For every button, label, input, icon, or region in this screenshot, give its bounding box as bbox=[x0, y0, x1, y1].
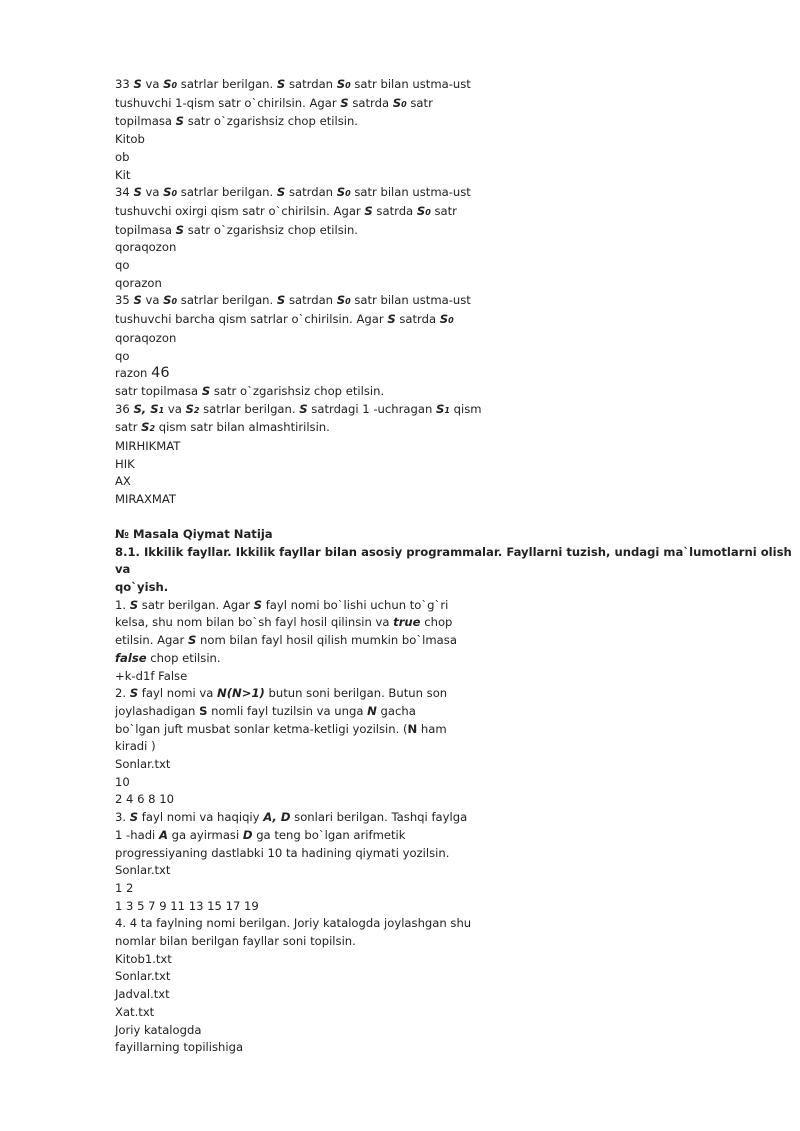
task-4-example: Sonlar.txt bbox=[115, 969, 171, 984]
problem-33-line-3: topilmasa S satr o`zgarishsiz chop etilsin. bbox=[115, 114, 358, 129]
problem-34-example: qorazon bbox=[115, 275, 162, 290]
problem-33-line-1: 33 S va S0 satrlar berilgan. S satrdan S0 satr bilan ustma-ust bbox=[115, 77, 471, 91]
task-2-line-4: kiradi ) bbox=[115, 739, 156, 754]
task-4-line-2: nomlar bilan berilgan fayllar soni topilsin. bbox=[115, 934, 356, 949]
task-1-line-3: etilsin. Agar S nom bilan fayl hosil qilish mumkin bo`lmasa bbox=[115, 633, 457, 648]
problem-34-line-2: tushuvchi oxirgi qism satr o`chirilsin. Agar S satrda S0 satr bbox=[115, 203, 457, 218]
task-2-line-2: joylashadigan S nomli fayl tuzilsin va unga N gacha bbox=[115, 703, 416, 718]
table-header: № Masala Qiymat Natija bbox=[115, 526, 273, 541]
section-title: va bbox=[115, 562, 131, 577]
task-1-line-2: kelsa, shu nom bilan bo`sh fayl hosil qilinsin va true chop bbox=[115, 615, 453, 630]
task-4-example: Xat.txt bbox=[115, 1004, 155, 1019]
problem-33-example: ob bbox=[115, 149, 130, 164]
problem-34-example: qo bbox=[115, 258, 130, 273]
task-2-example: Sonlar.txt bbox=[115, 757, 171, 772]
task-2-line-1: 2. S fayl nomi va N(N>1) butun soni berilgan. Butun son bbox=[115, 686, 448, 701]
task-1-line-4: false chop etilsin. bbox=[115, 650, 221, 665]
problem-34-line-1: 34 S va S0 satrlar berilgan. S satrdan S0 satr bilan ustma-ust bbox=[115, 185, 471, 200]
task-1-example: +k-d1f False bbox=[115, 668, 188, 683]
page-number: 46 bbox=[151, 365, 170, 382]
problem-36-example: MIRAXMAT bbox=[115, 492, 176, 507]
problem-36-example: MIRHIKMAT bbox=[115, 439, 181, 454]
task-2-line-3: bo`lgan juft musbat sonlar ketma-ketligi yozilsin. (N ham bbox=[115, 721, 447, 736]
task-4-example: fayillarning topilishiga bbox=[115, 1040, 244, 1055]
task-3-example: 1 3 5 7 9 11 13 15 17 19 bbox=[115, 898, 259, 913]
problem-35-example: qoraqozon bbox=[115, 330, 177, 345]
task-1-line-1: 1. S satr berilgan. Agar S fayl nomi bo`lishi uchun to`g`ri bbox=[115, 597, 449, 612]
problem-34-example: qoraqozon bbox=[115, 240, 177, 255]
problem-35-example: razon 46 bbox=[115, 365, 170, 382]
task-3-example: 1 2 bbox=[115, 880, 134, 895]
problem-35-example: qo bbox=[115, 348, 130, 363]
task-3-line-3: progressiyaning dastlabki 10 ta hadining qiymati yozilsin. bbox=[115, 845, 450, 860]
task-4-example: Kitob1.txt bbox=[115, 951, 172, 966]
problem-33-example: Kit bbox=[115, 167, 131, 182]
problem-35-line-3: satr topilmasa S satr o`zgarishsiz chop etilsin. bbox=[115, 383, 385, 398]
section-title: qo`yish. bbox=[115, 579, 169, 594]
problem-34-line-3: topilmasa S satr o`zgarishsiz chop etilsin. bbox=[115, 222, 358, 237]
problem-36-example: HIK bbox=[115, 456, 135, 471]
problem-36-line-1: 36 S, S1 va S2 satrlar berilgan. S satrdagi 1 -uchragan S1 qism bbox=[115, 401, 482, 416]
task-3-line-1: 3. S fayl nomi va haqiqiy A, D sonlari berilgan. Tashqi faylga bbox=[115, 810, 468, 825]
problem-35-line-2: tushuvchi barcha qism satrlar o`chirilsin. Agar S satrda S0 bbox=[115, 312, 454, 327]
section-title: 8.1. Ikkilik fayllar. Ikkilik fayllar bilan asosiy programmalar. Fayllarni tuzish, undagi ma`lumotlarni olish bbox=[115, 544, 792, 559]
task-4-line-1: 4. 4 ta faylning nomi berilgan. Joriy katalogda joylashgan shu bbox=[115, 916, 472, 931]
task-4-example: Joriy katalogda bbox=[115, 1022, 202, 1037]
problem-35-line-1: 35 S va S0 satrlar berilgan. S satrdan S0 satr bilan ustma-ust bbox=[115, 293, 471, 308]
problem-33-line-2: tushuvchi 1-qism satr o`chirilsin. Agar S satrda S0 satr bbox=[115, 95, 433, 110]
problem-36-example: AX bbox=[115, 474, 131, 489]
task-2-example: 10 bbox=[115, 774, 130, 789]
problem-33-example: Kitob bbox=[115, 132, 145, 147]
task-2-example: 2 4 6 8 10 bbox=[115, 792, 174, 807]
task-3-line-2: 1 -hadi A ga ayirmasi D ga teng bo`lgan arifmetik bbox=[115, 827, 406, 842]
problem-36-line-2: satr S2 qism satr bilan almashtirilsin. bbox=[115, 420, 330, 435]
task-4-example: Jadval.txt bbox=[115, 987, 170, 1002]
task-3-example: Sonlar.txt bbox=[115, 863, 171, 878]
